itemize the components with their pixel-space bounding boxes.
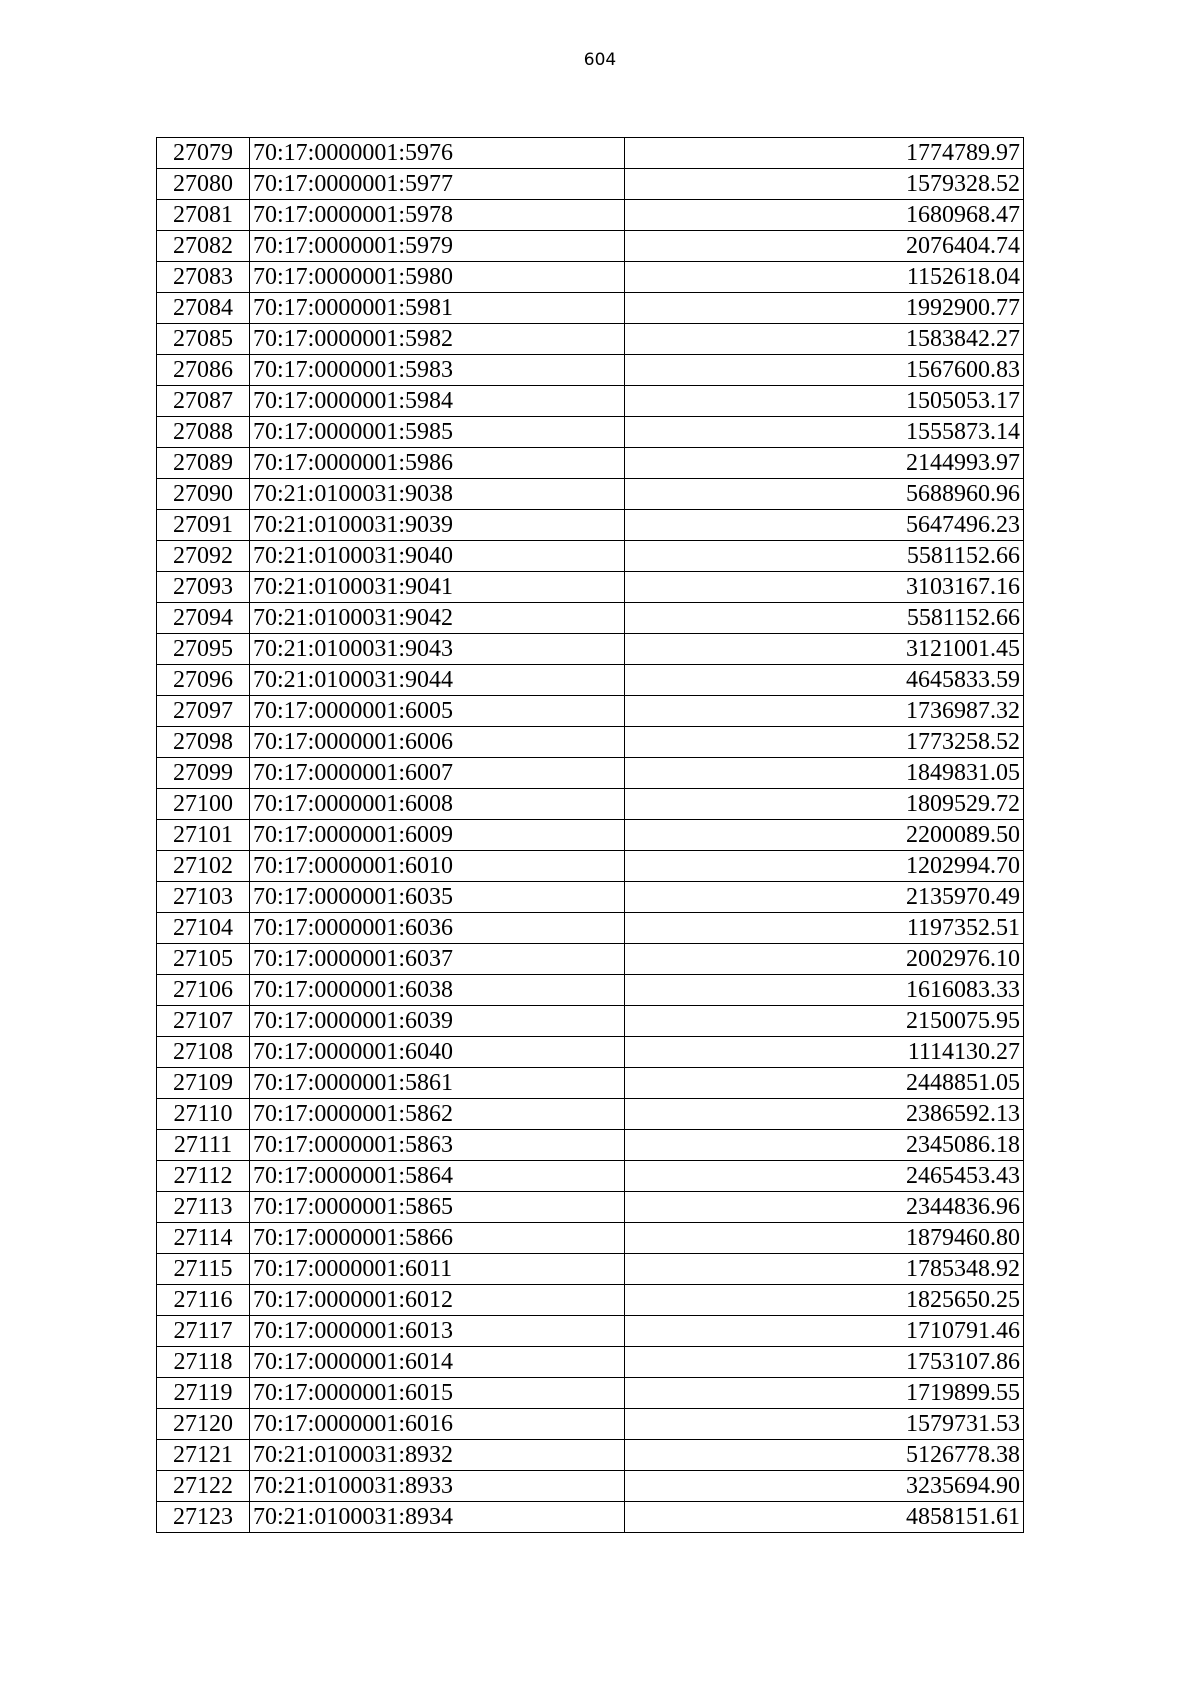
row-number-cell: 27118	[157, 1347, 250, 1378]
value-cell: 2448851.05	[625, 1068, 1024, 1099]
cadastral-number-cell: 70:17:0000001:6016	[250, 1409, 625, 1440]
value-cell: 1774789.97	[625, 138, 1024, 169]
value-cell: 1567600.83	[625, 355, 1024, 386]
cadastral-number-cell: 70:17:0000001:6013	[250, 1316, 625, 1347]
table-row	[157, 882, 1024, 913]
value-cell: 1809529.72	[625, 789, 1024, 820]
value-cell: 2465453.43	[625, 1161, 1024, 1192]
cadastral-number-cell: 70:17:0000001:6006	[250, 727, 625, 758]
value-cell: 1505053.17	[625, 386, 1024, 417]
table-row	[157, 1316, 1024, 1347]
cadastral-number-cell: 70:17:0000001:6040	[250, 1037, 625, 1068]
value-cell: 1736987.32	[625, 696, 1024, 727]
cadastral-number-cell: 70:17:0000001:6014	[250, 1347, 625, 1378]
row-number-cell: 27117	[157, 1316, 250, 1347]
value-cell: 1555873.14	[625, 417, 1024, 448]
value-cell: 1616083.33	[625, 975, 1024, 1006]
cadastral-number-cell: 70:17:0000001:5863	[250, 1130, 625, 1161]
row-number-cell: 27087	[157, 386, 250, 417]
cadastral-number-cell: 70:17:0000001:6039	[250, 1006, 625, 1037]
table-row	[157, 944, 1024, 975]
table-row	[157, 510, 1024, 541]
cadastral-number-cell: 70:17:0000001:6008	[250, 789, 625, 820]
table-body	[157, 138, 1024, 1533]
cadastral-number-cell: 70:17:0000001:5985	[250, 417, 625, 448]
row-number-cell: 27085	[157, 324, 250, 355]
table-row	[157, 1006, 1024, 1037]
value-cell: 3235694.90	[625, 1471, 1024, 1502]
cadastral-number-cell: 70:17:0000001:5866	[250, 1223, 625, 1254]
table-row	[157, 913, 1024, 944]
row-number-cell: 27107	[157, 1006, 250, 1037]
row-number-cell: 27093	[157, 572, 250, 603]
cadastral-number-cell: 70:17:0000001:5978	[250, 200, 625, 231]
cadastral-number-cell: 70:17:0000001:6037	[250, 944, 625, 975]
table-row	[157, 665, 1024, 696]
row-number-cell: 27120	[157, 1409, 250, 1440]
row-number-cell: 27096	[157, 665, 250, 696]
row-number-cell: 27121	[157, 1440, 250, 1471]
cadastral-number-cell: 70:21:0100031:9040	[250, 541, 625, 572]
row-number-cell: 27101	[157, 820, 250, 851]
row-number-cell: 27110	[157, 1099, 250, 1130]
row-number-cell: 27104	[157, 913, 250, 944]
value-cell: 1879460.80	[625, 1223, 1024, 1254]
table-row	[157, 448, 1024, 479]
page-number: 604	[583, 50, 617, 70]
value-cell: 5688960.96	[625, 479, 1024, 510]
row-number-cell: 27103	[157, 882, 250, 913]
value-cell: 1202994.70	[625, 851, 1024, 882]
row-number-cell: 27114	[157, 1223, 250, 1254]
cadastral-number-cell: 70:17:0000001:6036	[250, 913, 625, 944]
table-row	[157, 727, 1024, 758]
table-row	[157, 1254, 1024, 1285]
value-cell: 2386592.13	[625, 1099, 1024, 1130]
value-cell: 2200089.50	[625, 820, 1024, 851]
row-number-cell: 27086	[157, 355, 250, 386]
table-row	[157, 200, 1024, 231]
cadastral-number-cell: 70:21:0100031:8934	[250, 1502, 625, 1533]
value-cell: 1114130.27	[625, 1037, 1024, 1068]
table-row	[157, 696, 1024, 727]
table-row	[157, 324, 1024, 355]
row-number-cell: 27115	[157, 1254, 250, 1285]
cadastral-number-cell: 70:21:0100031:9041	[250, 572, 625, 603]
table-row	[157, 758, 1024, 789]
data-table	[156, 137, 1024, 1533]
row-number-cell: 27106	[157, 975, 250, 1006]
value-cell: 2135970.49	[625, 882, 1024, 913]
table-row	[157, 169, 1024, 200]
table-row	[157, 820, 1024, 851]
value-cell: 1825650.25	[625, 1285, 1024, 1316]
row-number-cell: 27108	[157, 1037, 250, 1068]
value-cell: 5581152.66	[625, 603, 1024, 634]
value-cell: 5126778.38	[625, 1440, 1024, 1471]
value-cell: 1785348.92	[625, 1254, 1024, 1285]
value-cell: 1152618.04	[625, 262, 1024, 293]
row-number-cell: 27090	[157, 479, 250, 510]
row-number-cell: 27091	[157, 510, 250, 541]
value-cell: 1710791.46	[625, 1316, 1024, 1347]
value-cell: 1773258.52	[625, 727, 1024, 758]
row-number-cell: 27079	[157, 138, 250, 169]
value-cell: 1719899.55	[625, 1378, 1024, 1409]
value-cell: 1583842.27	[625, 324, 1024, 355]
cadastral-number-cell: 70:17:0000001:6011	[250, 1254, 625, 1285]
value-cell: 1579731.53	[625, 1409, 1024, 1440]
table-row	[157, 1285, 1024, 1316]
cadastral-number-cell: 70:17:0000001:6038	[250, 975, 625, 1006]
table-row	[157, 262, 1024, 293]
value-cell: 3103167.16	[625, 572, 1024, 603]
row-number-cell: 27111	[157, 1130, 250, 1161]
table-row	[157, 1223, 1024, 1254]
row-number-cell: 27122	[157, 1471, 250, 1502]
cadastral-number-cell: 70:17:0000001:6012	[250, 1285, 625, 1316]
cadastral-number-cell: 70:21:0100031:8933	[250, 1471, 625, 1502]
table-row	[157, 603, 1024, 634]
cadastral-number-cell: 70:17:0000001:6007	[250, 758, 625, 789]
cadastral-number-cell: 70:21:0100031:8932	[250, 1440, 625, 1471]
row-number-cell: 27084	[157, 293, 250, 324]
table-row	[157, 572, 1024, 603]
table-row	[157, 1378, 1024, 1409]
table-row	[157, 355, 1024, 386]
table-row	[157, 417, 1024, 448]
table-row	[157, 1161, 1024, 1192]
cadastral-number-cell: 70:17:0000001:6010	[250, 851, 625, 882]
row-number-cell: 27113	[157, 1192, 250, 1223]
cadastral-number-cell: 70:17:0000001:5861	[250, 1068, 625, 1099]
row-number-cell: 27123	[157, 1502, 250, 1533]
cadastral-number-cell: 70:17:0000001:5864	[250, 1161, 625, 1192]
row-number-cell: 27109	[157, 1068, 250, 1099]
cadastral-number-cell: 70:17:0000001:5862	[250, 1099, 625, 1130]
table-row	[157, 1099, 1024, 1130]
value-cell: 2345086.18	[625, 1130, 1024, 1161]
cadastral-number-cell: 70:17:0000001:5984	[250, 386, 625, 417]
cadastral-number-cell: 70:17:0000001:5983	[250, 355, 625, 386]
cadastral-number-cell: 70:21:0100031:9039	[250, 510, 625, 541]
table-row	[157, 1130, 1024, 1161]
row-number-cell: 27119	[157, 1378, 250, 1409]
row-number-cell: 27097	[157, 696, 250, 727]
cadastral-number-cell: 70:21:0100031:9043	[250, 634, 625, 665]
cadastral-number-cell: 70:21:0100031:9044	[250, 665, 625, 696]
table-row	[157, 1068, 1024, 1099]
row-number-cell: 27099	[157, 758, 250, 789]
cadastral-number-cell: 70:17:0000001:5977	[250, 169, 625, 200]
row-number-cell: 27083	[157, 262, 250, 293]
value-cell: 2144993.97	[625, 448, 1024, 479]
value-cell: 1579328.52	[625, 169, 1024, 200]
row-number-cell: 27102	[157, 851, 250, 882]
cadastral-number-cell: 70:17:0000001:5981	[250, 293, 625, 324]
value-cell: 2150075.95	[625, 1006, 1024, 1037]
cadastral-number-cell: 70:17:0000001:5865	[250, 1192, 625, 1223]
value-cell: 5581152.66	[625, 541, 1024, 572]
table-row	[157, 1440, 1024, 1471]
table-row	[157, 1192, 1024, 1223]
value-cell: 1680968.47	[625, 200, 1024, 231]
cadastral-number-cell: 70:21:0100031:9038	[250, 479, 625, 510]
cadastral-number-cell: 70:17:0000001:6015	[250, 1378, 625, 1409]
table-row	[157, 1409, 1024, 1440]
table-row	[157, 293, 1024, 324]
table-row	[157, 1502, 1024, 1533]
table-row	[157, 1037, 1024, 1068]
table-row	[157, 634, 1024, 665]
value-cell: 1992900.77	[625, 293, 1024, 324]
value-cell: 2344836.96	[625, 1192, 1024, 1223]
value-cell: 4858151.61	[625, 1502, 1024, 1533]
cadastral-number-cell: 70:21:0100031:9042	[250, 603, 625, 634]
cadastral-number-cell: 70:17:0000001:5980	[250, 262, 625, 293]
table-row	[157, 789, 1024, 820]
table-row	[157, 138, 1024, 169]
table-row	[157, 386, 1024, 417]
row-number-cell: 27105	[157, 944, 250, 975]
table-row	[157, 231, 1024, 262]
cadastral-number-cell: 70:17:0000001:5986	[250, 448, 625, 479]
row-number-cell: 27095	[157, 634, 250, 665]
table-row	[157, 851, 1024, 882]
cadastral-number-cell: 70:17:0000001:5982	[250, 324, 625, 355]
cadastral-number-cell: 70:17:0000001:6009	[250, 820, 625, 851]
cadastral-number-cell: 70:17:0000001:6035	[250, 882, 625, 913]
value-cell: 1753107.86	[625, 1347, 1024, 1378]
cadastral-number-cell: 70:17:0000001:6005	[250, 696, 625, 727]
table-row	[157, 1471, 1024, 1502]
row-number-cell: 27100	[157, 789, 250, 820]
table-row	[157, 1347, 1024, 1378]
table-row	[157, 541, 1024, 572]
table-row	[157, 479, 1024, 510]
row-number-cell: 27088	[157, 417, 250, 448]
cadastral-number-cell: 70:17:0000001:5979	[250, 231, 625, 262]
value-cell: 1197352.51	[625, 913, 1024, 944]
value-cell: 2076404.74	[625, 231, 1024, 262]
row-number-cell: 27092	[157, 541, 250, 572]
value-cell: 1849831.05	[625, 758, 1024, 789]
row-number-cell: 27112	[157, 1161, 250, 1192]
row-number-cell: 27094	[157, 603, 250, 634]
row-number-cell: 27081	[157, 200, 250, 231]
value-cell: 3121001.45	[625, 634, 1024, 665]
value-cell: 5647496.23	[625, 510, 1024, 541]
value-cell: 4645833.59	[625, 665, 1024, 696]
table-row	[157, 975, 1024, 1006]
row-number-cell: 27116	[157, 1285, 250, 1316]
row-number-cell: 27089	[157, 448, 250, 479]
row-number-cell: 27098	[157, 727, 250, 758]
cadastral-number-cell: 70:17:0000001:5976	[250, 138, 625, 169]
value-cell: 2002976.10	[625, 944, 1024, 975]
row-number-cell: 27082	[157, 231, 250, 262]
row-number-cell: 27080	[157, 169, 250, 200]
